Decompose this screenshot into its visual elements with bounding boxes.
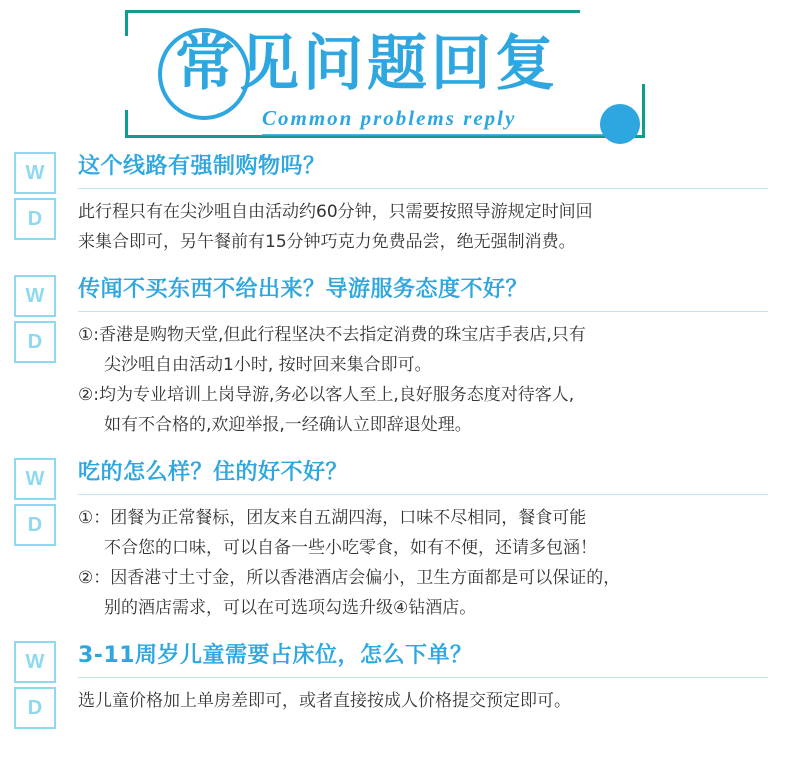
header-underline — [262, 134, 622, 136]
faq-answer-line: ②:均为专业培训上岗导游,务必以客人至上,良好服务态度对待客人, — [78, 385, 575, 405]
badge-w: W — [14, 458, 56, 500]
faq-answer-line: 选儿童价格加上单房差即可，或者直接按成人价格提交预定即可。 — [78, 691, 571, 711]
faq-question: 吃的怎么样？住的好不好？ — [78, 460, 349, 485]
faq-answer-line: 别的酒店需求，可以在可选项勾选升级④钻酒店。 — [104, 598, 477, 618]
faq-answer — [78, 503, 768, 623]
faq-question: 3-11周岁儿童需要占床位，怎么下单？ — [78, 643, 473, 668]
header-frame-notch-right — [580, 10, 650, 84]
faq-answer-line: 此行程只有在尖沙咀自由活动约60分钟，只需要按照导游规定时间回 — [78, 202, 593, 222]
faq-answer — [78, 320, 768, 440]
faq-divider — [78, 494, 768, 495]
faq-answer-line: 如有不合格的,欢迎举报,一经确认立即辞退处理。 — [104, 415, 472, 435]
page-subtitle: Common problems reply — [262, 106, 517, 130]
badge-w: W — [14, 152, 56, 194]
faq-body — [78, 275, 790, 440]
faq-answer-line: ①：团餐为正常餐标，团友来自五湖四海，口味不尽相同，餐食可能 — [78, 508, 587, 528]
faq-item — [0, 275, 790, 440]
badge-d: D — [14, 198, 56, 240]
faq-answer-line: ①:香港是购物天堂,但此行程坚决不去指定消费的珠宝店手表店,只有 — [78, 325, 586, 345]
faq-divider — [78, 677, 768, 678]
badge-group — [14, 458, 58, 546]
badge-d: D — [14, 321, 56, 363]
header-dot-decoration — [600, 104, 640, 144]
faq-answer-line: ②：因香港寸土寸金，所以香港酒店会偏小，卫生方面都是可以保证的， — [78, 568, 621, 588]
faq-answer — [78, 686, 768, 716]
faq-item — [0, 641, 790, 719]
faq-body — [78, 641, 790, 716]
badge-w: W — [14, 641, 56, 683]
badge-group — [14, 275, 58, 363]
badge-group — [14, 152, 58, 240]
faq-item — [0, 152, 790, 257]
badge-w: W — [14, 275, 56, 317]
faq-divider — [78, 311, 768, 312]
faq-body — [78, 458, 790, 623]
faq-answer-line: 不合您的口味，可以自备一些小吃零食，如有不便，还请多包涵！ — [104, 538, 597, 558]
page-header — [0, 0, 790, 150]
page-title: 常见问题回复 — [175, 29, 559, 99]
faq-answer — [78, 197, 768, 257]
faq-divider — [78, 188, 768, 189]
faq-body — [78, 152, 790, 257]
faq-question: 这个线路有强制购物吗？ — [78, 154, 326, 179]
faq-item — [0, 458, 790, 623]
badge-d: D — [14, 687, 56, 729]
badge-group — [14, 641, 58, 729]
badge-d: D — [14, 504, 56, 546]
faq-answer-line: 尖沙咀自由活动1小时, 按时回来集合即可。 — [104, 355, 432, 375]
faq-answer-line: 来集合即可，另午餐前有15分钟巧克力免费品尝，绝无强制消费。 — [78, 232, 576, 252]
faq-question: 传闻不买东西不给出来？导游服务态度不好？ — [78, 277, 529, 302]
faq-list — [0, 152, 790, 719]
